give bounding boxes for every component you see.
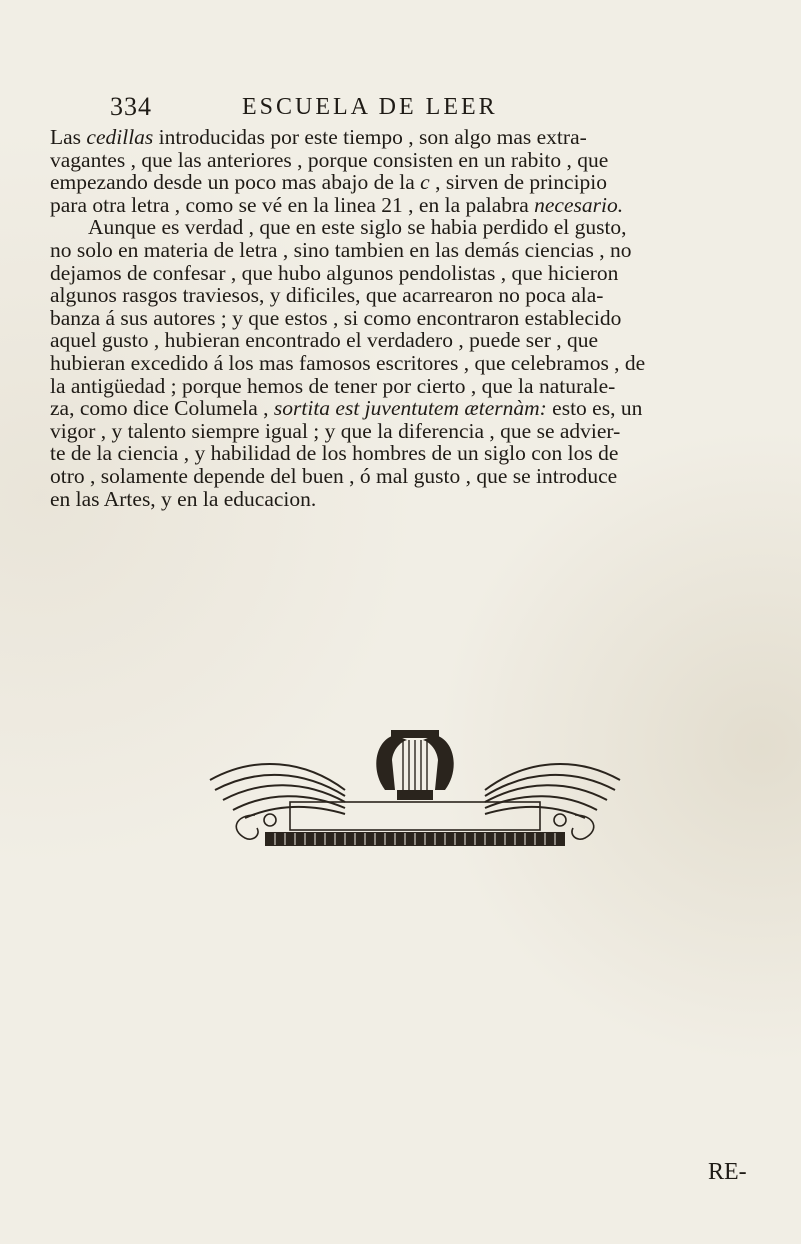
text-line: en las Artes, y en la educacion.	[50, 486, 317, 511]
text-line: algunos rasgos traviesos, y dificiles, que acarrearon no poca ala-	[50, 283, 604, 308]
text-line: vigor , y talento siempre igual ; y que la diferencia , que se advier-	[50, 418, 621, 443]
page-number: 334	[110, 92, 152, 121]
latin-quote: sortita est juventutem æternàm:	[273, 396, 547, 421]
paragraph-1	[50, 126, 766, 216]
text-line: hubieran excedido á los mas famosos escritores , que celebramos , de	[50, 350, 646, 375]
italic-word: necesario.	[534, 192, 624, 217]
text-line: Aunque es verdad , que en este siglo se habia perdido el gusto,	[88, 215, 627, 240]
text-line: za, como dice Columela , sortita est juventutem æternàm: esto es, un	[50, 396, 643, 421]
text-line: Las cedillas introducidas por este tiempo , son algo mas extra-	[50, 125, 587, 149]
text-line: para otra letra , como se vé en la linea 21 , en la palabra necesario.	[50, 192, 624, 217]
text-line: te de la ciencia , y habilidad de los hombres de un siglo con los de	[50, 441, 619, 466]
running-head: ESCUELA DE LEER	[242, 94, 498, 120]
text-line: vagantes , que las anteriores , porque consisten en un rabito , que	[50, 147, 609, 172]
italic-word: cedillas	[86, 125, 154, 149]
paragraph-2	[50, 216, 766, 510]
page-header	[110, 92, 630, 122]
text-line: empezando desde un poco mas abajo de la c , sirven de principio	[50, 170, 608, 195]
lyre-with-wings-ornament-icon	[195, 720, 635, 850]
text-line: la antigüedad ; porque hemos de tener por cierto , que la naturale-	[50, 373, 616, 398]
body-text	[50, 126, 766, 510]
text-line: banza á sus autores ; y que estos , si como encontraron establecido	[50, 305, 622, 330]
text-line: no solo en materia de letra , sino tambien en las demás ciencias , no	[50, 237, 632, 262]
text-line: otro , solamente depende del buen , ó mal gusto , que se introduce	[50, 463, 618, 488]
catchword: RE-	[708, 1159, 747, 1185]
text-line: dejamos de confesar , que hubo algunos pendolistas , que hicieron	[50, 260, 619, 285]
text-line: aquel gusto , hubieran encontrado el verdadero , puede ser , que	[50, 328, 599, 353]
italic-letter: c	[420, 170, 430, 195]
